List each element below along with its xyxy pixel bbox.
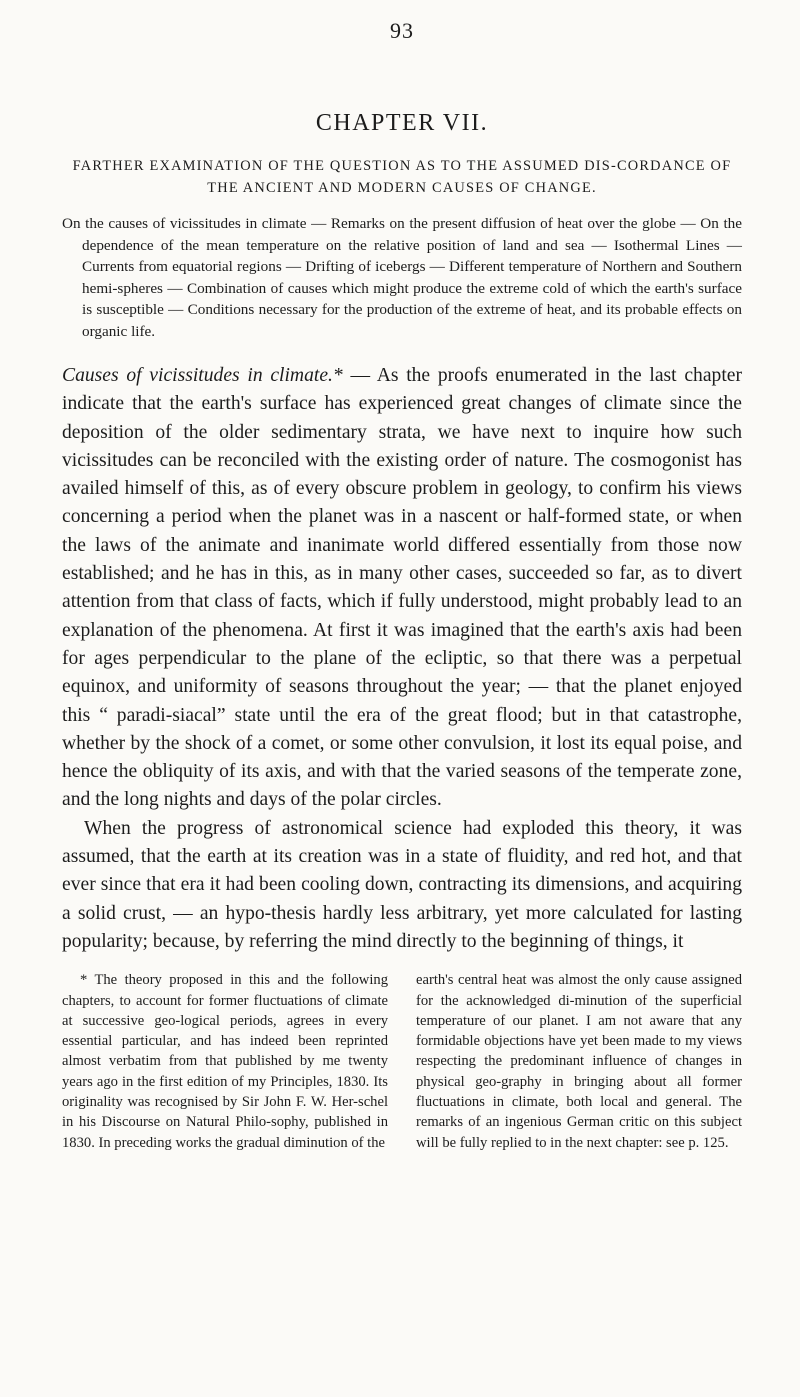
chapter-title: CHAPTER VII.: [315, 110, 489, 136]
chapter-synopsis: On the causes of vicissitudes in climate — Remarks on the present diffusion of heat over the globe — On the dependence of the mean temperature on the relative position of land and sea — Isothermal Lines — Currents from equatorial regions — Drifting of icebergs — Different temperature of Northern and Southern hemi-spheres — Combination of causes which might produce the extreme cold of which the earth's surface is susceptible — Conditions necessary for the production of the extreme of heat, and its probable effects on organic life.: [62, 215, 742, 340]
chapter-subtitle: FARTHER EXAMINATION OF THE QUESTION AS TO THE ASSUMED DIS-CORDANCE OF THE ANCIENT AND MODERN CAUSES OF CHANGE.: [72, 158, 732, 196]
footnote-right-text: earth's central heat was almost the only cause assigned for the acknowledged di-minution of the superficial temperature of our planet. I am not aware that any formidable objections have yet been made to my views respecting the predominant influence of changes in physical geo-graphy in bringing about all former fluctuations in climate, both local and general. The remarks of an ingenious German critic on this subject will be fully replied to in the next chapter: see p. 125.: [416, 972, 742, 1151]
paragraph-1: [62, 362, 742, 815]
paragraph-1-text: — As the proofs enumerated in the last chapter indicate that the earth's surface has experienced great changes of climate since the deposition of the older sedimentary strata, we have next to inquire how such vicissitudes can be reconciled with the existing order of nature. The cosmogonist has availed himself of this, as of every obscure problem in geology, to confirm his views concerning a period when the planet was in a nascent or half-formed state, or when the laws of the animate and inanimate world differed essentially from those now established; and he has in this, as in many other cases, succeeded so far, as to divert attention from that class of facts, which if fully understood, might probably lead to an explanation of the phenomena. At first it was imagined that the earth's axis had been for ages perpendicular to the plane of the ecliptic, so that there was a perpetual equinox, and uniformity of seasons throughout the year; — that the planet enjoyed this “ paradi-siacal” state until the era of the great flood; but in that catastrophe, whether by the shock of a comet, or some other convulsion, it lost its equal poise, and hence the obliquity of its axis, and with that the varied seasons of the temperate zone, and the long nights and days of the polar circles.: [62, 365, 742, 811]
book-page: [62, 18, 742, 1153]
footnote-right-column: [416, 970, 742, 1153]
footnote-left-text: * The theory proposed in this and the following chapters, to account for former fluctuations of climate at successive geo-logical periods, agrees in every essential particular, and has indeed been reprinted almost verbatim from that published by me twenty years ago in the first edition of my Principles, 1830. Its originality was recognised by Sir John F. W. Her-schel in his Discourse on Natural Philo-sophy, published in 1830. In preceding works the gradual diminution of the: [62, 972, 388, 1151]
body-text: [62, 362, 742, 956]
section-sidehead: Causes of vicissitudes in climate.*: [62, 365, 343, 386]
footnote: [62, 970, 742, 1153]
paragraph-2: When the progress of astronomical science had exploded this theory, it was assumed, that the earth at its creation was in a state of fluidity, and red hot, and that ever since that era it had been cooling down, contracting its dimensions, and acquiring a solid crust, — an hypo-thesis hardly less arbitrary, yet more calculated for lasting popularity; because, by referring the mind directly to the beginning of things, it: [62, 817, 742, 952]
footnote-left-column: [62, 970, 388, 1153]
page-number: 93: [390, 18, 414, 43]
